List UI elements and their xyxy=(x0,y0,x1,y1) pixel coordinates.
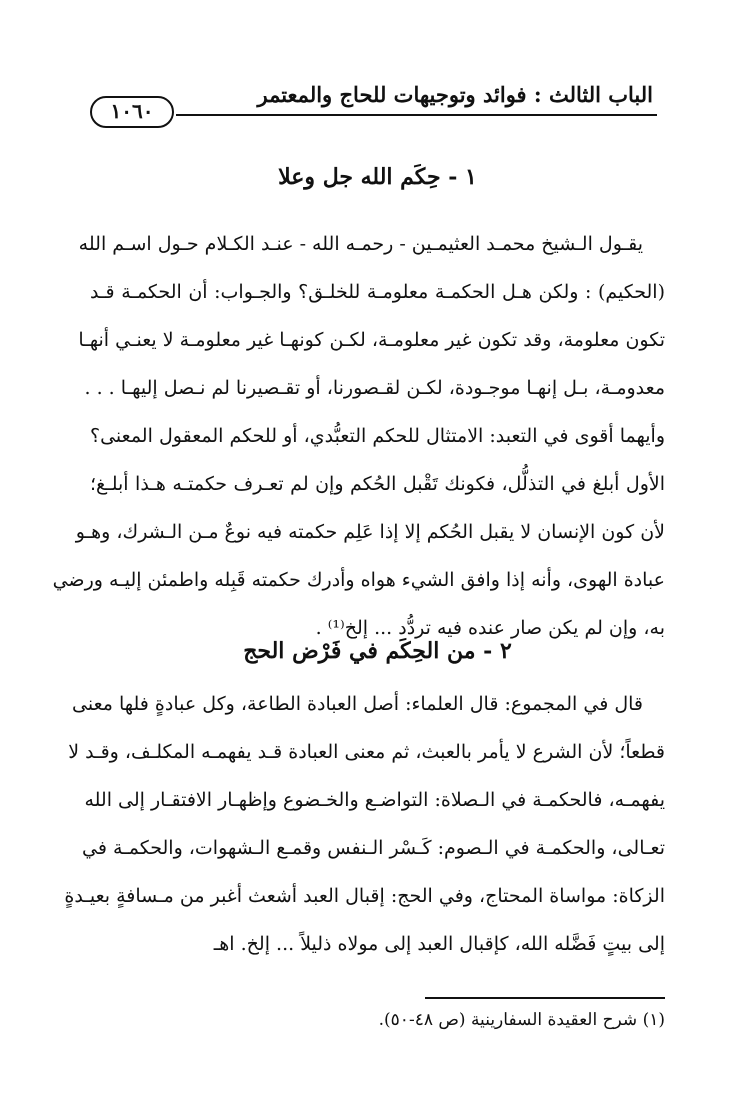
paragraph-line: معدومـة، بـل إنهـا موجـودة، لكـن لقـصورنا، أو تقـصيرنا لم نـصل إليهـا . . . xyxy=(84,377,665,399)
page-number: ١٠٦٠ xyxy=(90,96,174,128)
section-1-heading: ١ - حِكَم الله جل وعلا xyxy=(278,164,477,190)
paragraph-line: لأن كون الإنسان لا يقبل الحُكم إلا إذا عَلِم حكمته فيه نوعٌ مـن الـشرك، وهـو xyxy=(75,521,665,543)
paragraph-line: وأيهما أقوى في التعبد: الامتثال للحكم التعبُّدي، أو للحكم المعقول المعنى؟ xyxy=(90,425,665,447)
paragraph-line: الزكاة: مواساة المحتاج، وفي الحج: إقبال العبد أشعث أغبر من مـسافةٍ بعيـدةٍ xyxy=(64,885,665,907)
paragraph-line: (الحكيم) : ولكن هـل الحكمـة معلومـة للخلـق؟ والجـواب: أن الحكمـة قـد xyxy=(90,281,665,303)
paragraph-line: عبادة الهوى، وأنه إذا وافق الشيء هواه وأدرك حكمته قَبِله واطمئن إليـه ورضي xyxy=(52,569,665,591)
paragraph-line: يفهمـه، فالحكمـة في الـصلاة: التواضـع والخـضوع وإظهـار الافتقـار إلى الله xyxy=(84,789,665,811)
running-header xyxy=(90,82,657,122)
footnote: (١) شرح العقيدة السفارينية (ص ٤٨-٥٠). xyxy=(378,1010,665,1030)
paragraph-line: الأول أبلغ في التذلُّل، فكونك تَقْبل الحُكم وإن لم تعـرف حكمتـه هـذا أبلـغ؛ xyxy=(90,473,665,495)
header-rule xyxy=(176,114,657,116)
footnote-rule xyxy=(425,997,665,999)
section-1-body xyxy=(52,220,665,652)
paragraph-line: قطعاً؛ لأن الشرع لا يأمر بالعبث، ثم معنى العبادة قـد يفهمـه المكلـف، وقـد لا xyxy=(68,741,665,763)
paragraph-line: تكون معلومة، وقد تكون غير معلومـة، لكـن كونهـا غير معلومـة لا يعنـي أنهـا xyxy=(78,329,665,351)
paragraph-line: إلى بيتٍ فَضَّله الله، كإقبال العبد إلى مولاه ذليلاً ... إلخ. اهـ xyxy=(213,933,665,955)
section-2-body xyxy=(64,680,665,968)
paragraph-line: تعـالى، والحكمـة في الـصوم: كَـسْر الـنفس وقمـع الـشهوات، والحكمـة في xyxy=(82,837,665,859)
chapter-title: الباب الثالث : فوائد وتوجيهات للحاج والمعتمر xyxy=(257,82,653,107)
paragraph-line: يقـول الـشيخ محمـد العثيمـين - رحمـه الله - عنـد الكـلام حـول اسـم الله xyxy=(78,233,643,255)
paragraph-line: به، وإن لم يكن صار عنده فيه تردُّد ... إلخ⁽¹⁾ . xyxy=(315,617,665,639)
paragraph-line: قال في المجموع: قال العلماء: أصل العبادة الطاعة، وكل عبادةٍ فلها معنى xyxy=(72,693,643,715)
section-2-heading: ٢ - من الحِكَم في فَرْض الحج xyxy=(243,638,512,664)
